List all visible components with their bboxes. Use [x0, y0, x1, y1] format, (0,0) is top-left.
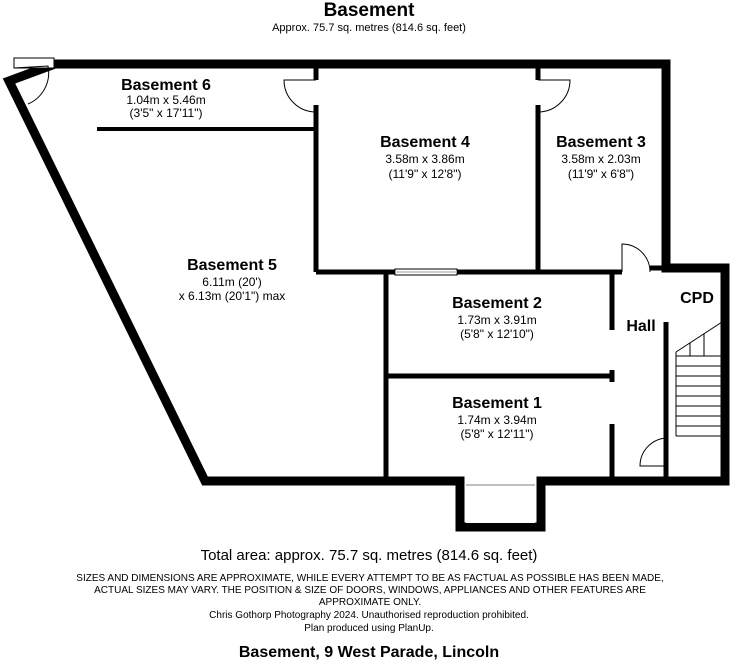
bay-window-recess [466, 485, 535, 523]
room-cpd-label: CPD [680, 290, 714, 307]
room-dim-metric: 6.11m (20') [202, 275, 262, 289]
room-basement-2 [452, 295, 542, 341]
room-dim-metric: 1.73m x 3.91m [457, 313, 537, 327]
room-dim-imperial: (11'9" x 6'8") [567, 167, 635, 181]
property-address: Basement, 9 West Parade, Lincoln [238, 644, 500, 661]
staircase [676, 322, 722, 436]
door-basement-3 [538, 80, 570, 112]
software-credit: Plan produced using PlanUp. [304, 623, 434, 634]
room-dim-metric: 3.58m x 2.03m [561, 152, 641, 166]
room-basement-4 [380, 134, 470, 181]
room-basement-6 [121, 77, 211, 120]
room-dim-metric: 3.58m x 3.86m [385, 152, 465, 166]
plan-subtitle: Approx. 75.7 sq. metres (814.6 sq. feet) [272, 22, 466, 34]
room-name: Basement 4 [380, 134, 470, 151]
room-name: Basement 2 [452, 295, 542, 312]
room-dim-imperial: x 6.13m (20'1") max [178, 289, 286, 303]
room-dim-imperial: (5'8" x 12'11") [460, 427, 534, 441]
room-basement-3 [556, 134, 646, 181]
room-name: Basement 3 [556, 134, 646, 151]
room-basement-5 [179, 257, 286, 303]
room-hall-label: Hall [626, 318, 656, 335]
door-basement-4 [284, 80, 316, 112]
room-name: Basement 6 [121, 77, 211, 94]
disclaimer-text: SIZES AND DIMENSIONS ARE APPROXIMATE, WHILE EVERY ATTEMPT TO BE AS FACTUAL AS POSSIBLE HAS BEEN MADE, ACTUAL SIZES MAY VARY. THE POSITION & SIZE OF DOORS, WINDOWS, APPLIANCES AND OTHER FEATURES ARE APPROXIMATE ONLY. [76, 573, 664, 608]
room-basement-1 [452, 395, 542, 441]
copyright-text: Chris Gothorp Photography 2024. Unauthorised reproduction prohibited. [209, 610, 529, 621]
room-dim-imperial: (5'8" x 12'10") [460, 327, 534, 341]
door-hall-top [622, 244, 650, 272]
room-name: Basement 1 [452, 395, 542, 412]
room-dim-metric: 1.04m x 5.46m [126, 93, 206, 107]
total-area: Total area: approx. 75.7 sq. metres (814.6 sq. feet) [200, 547, 538, 564]
interior-walls [97, 68, 666, 481]
room-name: Basement 5 [187, 257, 277, 274]
plan-title: Basement [323, 0, 415, 21]
room-dim-imperial: (3'5" x 17'11") [129, 106, 203, 120]
room-dim-imperial: (11'9" x 12'8") [388, 167, 462, 181]
room-dim-metric: 1.74m x 3.94m [457, 413, 537, 427]
